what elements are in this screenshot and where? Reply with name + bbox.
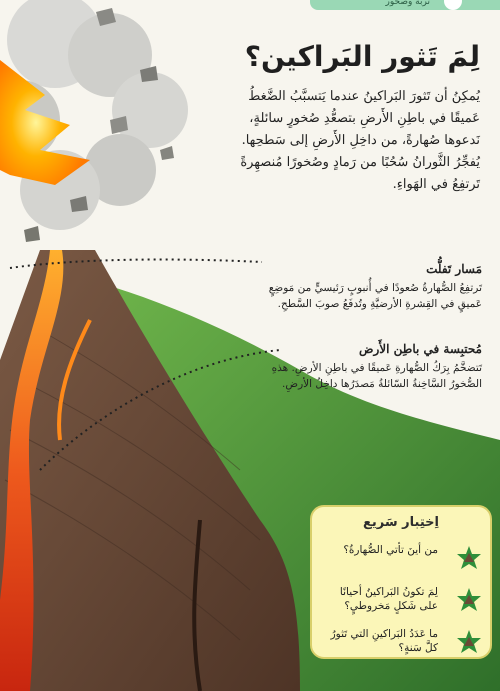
quiz-question-text: من أينَ تأتي الصُّهارةُ؟ <box>343 544 438 556</box>
vent-label <box>242 262 482 312</box>
quiz-question <box>320 541 482 579</box>
star-volcano-icon <box>456 545 482 571</box>
star-volcano-icon <box>456 587 482 613</box>
quiz-list <box>320 541 482 667</box>
chapter-ribbon-text: ﺗﺮﺑﺔ ﻭﺻﺨﻮﺭ <box>385 0 430 7</box>
vent-heading: مَسار تَفلُّت <box>426 262 482 276</box>
intro-paragraph: يُمكِنُ أن تَثورَ البَراكينُ عندما يَتسبَّبُ الضَّغطُ عَميقًا في باطِنِ الأَرضِ بتصعُّدِ صُخورٍ سائلةٍ، نَدعوها صُهارةً، من داخِلِ الأَرضِ إلى سَطحِها. يُفجِّرُ الثَّورانُ سُحُبًا من رَمادٍ وصُخورًا مُنصهِرةً تَرتفِعُ في الهَواءِ. <box>240 89 480 192</box>
eruption-cloud <box>0 0 188 242</box>
chamber-heading: مُحتبِسة في باطِن الأَرض <box>359 342 482 356</box>
chamber-label <box>257 342 482 392</box>
quiz-question-text: لِمَ تكونُ البَراكينُ أحيانًا على شَكلٍ مَخروطيٍ؟ <box>339 586 438 612</box>
chamber-body: تَتضخَّمُ بِرَكُ الصُّهارةِ عَميقًا في باطِنِ الأرضِ. هذهِ الصُّخورُ السَّاخِنةُ السّائلةُ مَصدَرُها داخِلُ الأرضِ. <box>271 362 482 390</box>
quiz-title: اِختِبار سَريع <box>363 515 439 530</box>
vent-body: تَرتفِعُ الصُّهارةُ صُعودًا في أُنبوبٍ رَئيسيٍّ من مَوضِعٍ عَميقٍ في القِشرةِ الأرضيَّةِ وتُدفَعُ صوبَ السَّطحِ. <box>268 282 482 310</box>
page-title: لِمَ تَثور البَراكين؟ <box>244 40 480 73</box>
quiz-question <box>320 625 482 663</box>
ribbon-dot <box>444 0 462 10</box>
quiz-question-text: ما عَدَدُ البَراكينِ التي تَثورُ كلَّ سَنةٍ؟ <box>330 628 438 654</box>
quiz-question <box>320 583 482 621</box>
quick-quiz-panel <box>310 505 492 659</box>
chapter-ribbon <box>310 0 500 10</box>
star-volcano-icon <box>456 629 482 655</box>
